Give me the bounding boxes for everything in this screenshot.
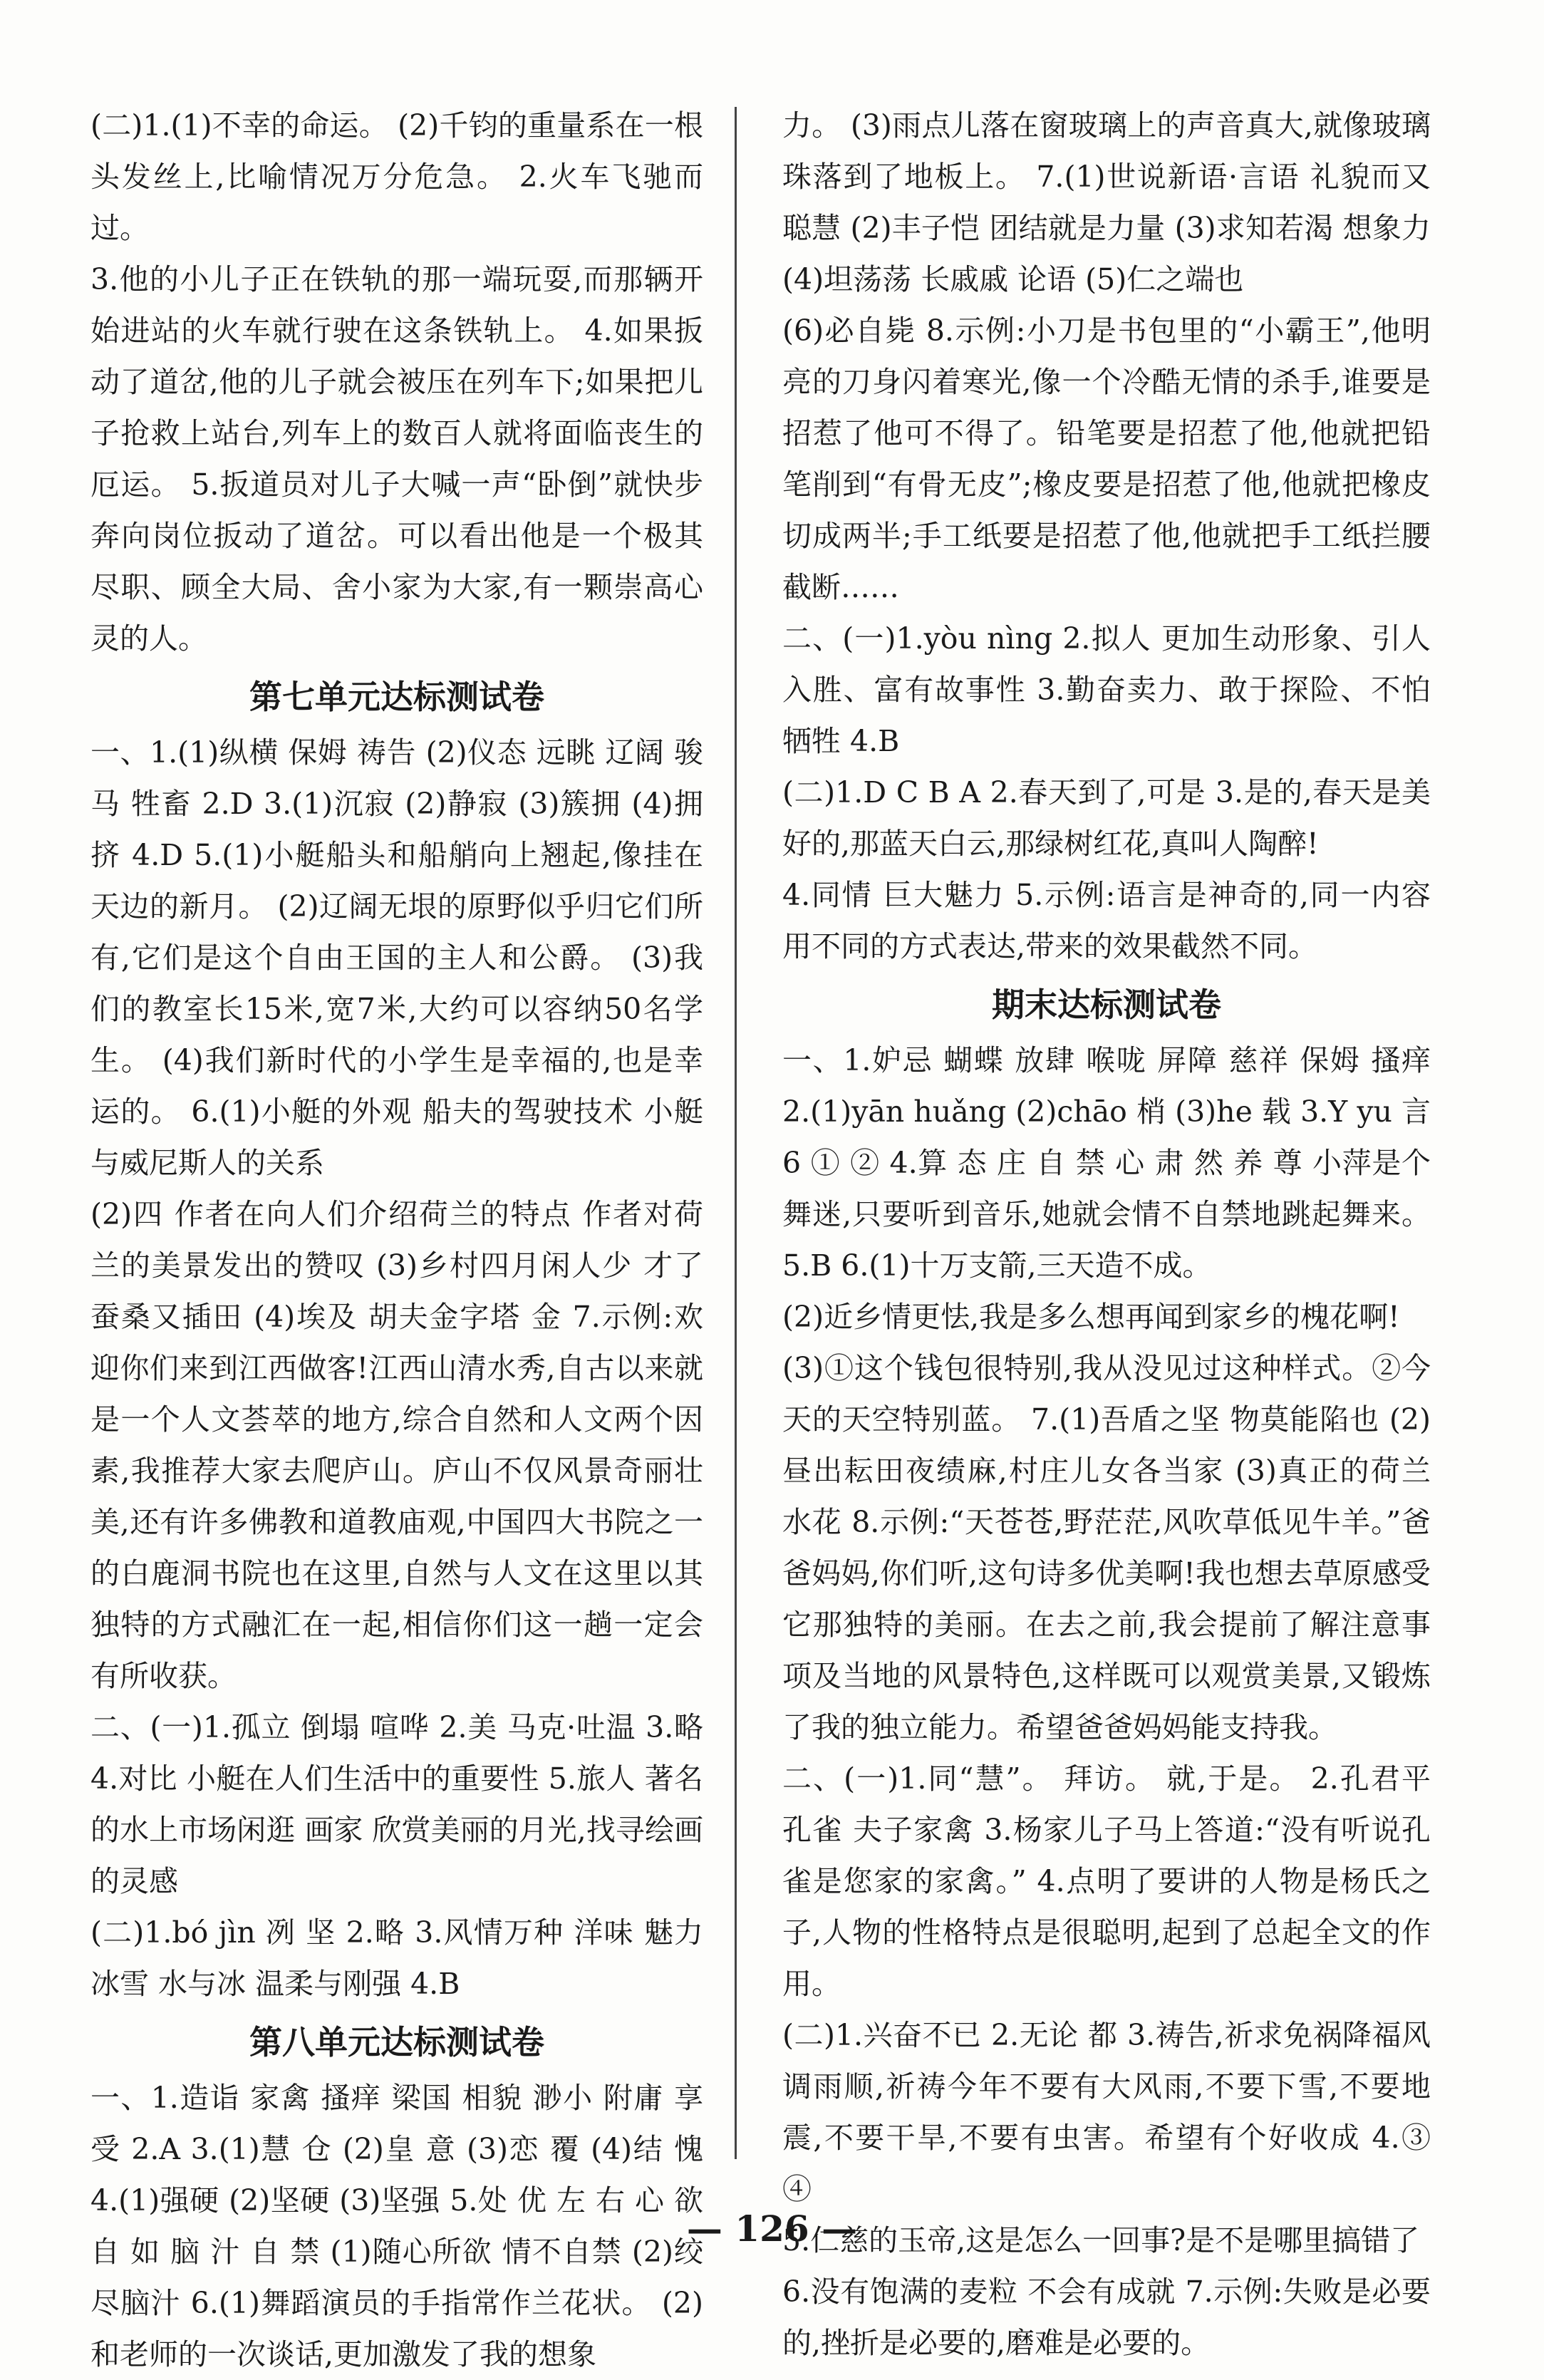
answer-paragraph: (2)近乡情更怯,我是多么想再闻到家乡的槐花啊! — [782, 1300, 1400, 1334]
answer-paragraph: 一、1.妒忌 蝴蝶 放肆 喉咙 屏障 慈祥 保姆 搔痒 2.(1)yān huǎng (2)chāo 梢 (3)he 载 3.Y yu 言 6 ① ② 4.算 态 庄 自 禁 心 肃 然 养 尊 小萍是个舞迷,只要听到音乐,她就会情不自禁地跳起舞来。 5.B 6.(1)十万支箭,三天造不成。 — [782, 1043, 1431, 1283]
answer-paragraph: 一、1.(1)纵横 保姆 祷告 (2)仪态 远眺 辽阔 骏马 牲畜 2.D 3.(1)沉寂 (2)静寂 (3)簇拥 (4)拥挤 4.D 5.(1)小艇船头和船艄向上翘起,像挂在天边的新月。 (2)辽阔无垠的原野似乎归它们所有,它们是这个自由王国的主人和公爵。 (3)我们的教室长15米,宽7米,大约可以容纳50名学生。 (4)我们新时代的小学生是幸福的,也是幸运的。 6.(1)小艇的外观 船夫的驾驶技术 小艇与威尼斯人的关系 — [90, 735, 703, 1180]
answer-paragraph: (3)①这个钱包很特别,我从没见过这种样式。②今天的天空特别蓝。 7.(1)吾盾之坚 物莫能陷也 (2)昼出耘田夜绩麻,村庄儿女各当家 (3)真正的荷兰 水花 8.示例:“天苍苍,野茫茫,风吹草低见牛羊。”爸爸妈妈,你们听,这句诗多优美啊!我也想去草原感受它那独特的美丽。在去之前,我会提前了解注意事项及当地的风景特色,这样既可以观赏美景,又锻炼了我的独立能力。希望爸爸妈妈能支持我。 — [782, 1351, 1431, 1744]
answer-paragraph: 力。 (3)雨点儿落在窗玻璃上的声音真大,就像玻璃珠落到了地板上。 7.(1)世说新语·言语 礼貌而又聪慧 (2)丰子恺 团结就是力量 (3)求知若渴 想象力 (4)坦荡荡 长戚戚 论语 (5)仁之端也 — [782, 108, 1431, 296]
unit7-title: 第七单元达标测试卷 — [249, 678, 544, 716]
answer-paragraph: 二、(一)1.同“慧”。 拜访。 就,于是。 2.孔君平 孔雀 夫子家禽 3.杨家儿子马上答道:“没有听说孔雀是您家的家禽。” 4.点明了要讲的人物是杨氏之子,人物的性格特点是很聪明,起到了总起全文的作用。 — [782, 1761, 1431, 2001]
answer-paragraph: (2)四 作者在向人们介绍荷兰的特点 作者对荷兰的美景发出的赞叹 (3)乡村四月闲人少 才了蚕桑又插田 (4)埃及 胡夫金字塔 金 7.示例:欢迎你们来到江西做客!江西山清水秀,自古以来就是一个人文荟萃的地方,综合自然和人文两个因素,我推荐大家去爬庐山。庐山不仅风景奇丽壮美,还有许多佛教和道教庙观,中国四大书院之一的白鹿洞书院也在这里,自然与人文在这里以其独特的方式融汇在一起,相信你们这一趟一定会有所收获。 — [90, 1197, 703, 1693]
answer-paragraph: (二)1.(1)不幸的命运。 (2)千钧的重量系在一根头发丝上,比喻情况万分危急。 2.火车飞驰而过。 — [90, 108, 703, 245]
answer-paragraph: (6)必自毙 8.示例:小刀是书包里的“小霸王”,他明亮的刀身闪着寒光,像一个冷酷无情的杀手,谁要是招惹了他可不得了。铅笔要是招惹了他,他就把铅笔削到“有骨无皮”;橡皮要是招惹了他,他就把橡皮切成两半;手工纸要是招惹了他,他就把手工纸拦腰截断…… — [782, 314, 1431, 604]
final-exam-title: 期末达标测试卷 — [992, 985, 1221, 1024]
answer-paragraph: (二)1.D C B A 2.春天到了,可是 3.是的,春天是美好的,那蓝天白云,那绿树红花,真叫人陶醉! — [782, 775, 1431, 861]
column-divider — [735, 107, 737, 2159]
answer-paragraph: (二)1.bó jìn 冽 坚 2.略 3.风情万种 洋味 魅力 冰雪 水与冰 温柔与刚强 4.B — [90, 1915, 703, 2001]
right-column — [782, 100, 1431, 2369]
page-number: — 126 — — [686, 2208, 858, 2250]
answer-paragraph: 二、(一)1.yòu nìng 2.拟人 更加生动形象、引人入胜、富有故事性 3.勤奋卖力、敢于探险、不怕牺牲 4.B — [782, 621, 1431, 758]
answer-paragraph: 4.同情 巨大魅力 5.示例:语言是神奇的,同一内容用不同的方式表达,带来的效果截然不同。 — [782, 878, 1431, 963]
left-column — [90, 100, 703, 2380]
answer-paragraph: 一、1.造诣 家禽 搔痒 梁国 相貌 渺小 附庸 享受 2.A 3.(1)慧 仓 (2)皇 意 (3)恋 覆 (4)结 愧 4.(1)强硬 (2)坚硬 (3)坚强 5.处 优 左 右 心 欲 自 如 脑 汁 自 禁 (1)随心所欲 情不自禁 (2)绞尽脑汁 6.(1)舞蹈演员的手指常作兰花状。 (2)和老师的一次谈话,更加激发了我的想象 — [90, 2081, 703, 2371]
answer-paragraph: 6.没有饱满的麦粒 不会有成就 7.示例:失败是必要的,挫折是必要的,磨难是必要的。 — [782, 2275, 1431, 2360]
answer-paragraph: (二)1.兴奋不已 2.无论 都 3.祷告,祈求免祸降福风调雨顺,祈祷今年不要有大风雨,不要下雪,不要地震,不要干旱,不要有虫害。希望有个好收成 4.③ ④ — [782, 2018, 1431, 2206]
unit8-title: 第八单元达标测试卷 — [249, 2023, 544, 2061]
answer-paragraph: 5.仁慈的玉帝,这是怎么一回事?是不是哪里搞错了 — [782, 2223, 1420, 2257]
answer-paragraph: 3.他的小儿子正在铁轨的那一端玩耍,而那辆开始进站的火车就行驶在这条铁轨上。 4.如果扳动了道岔,他的儿子就会被压在列车下;如果把儿子抢救上站台,列车上的数百人就将面临丧生的厄运。 5.扳道员对儿子大喊一声“卧倒”就快步奔向岗位扳动了道岔。可以看出他是一个极其尽职、顾全大局、舍小家为大家,有一颗崇高心灵的人。 — [90, 262, 703, 656]
answer-paragraph: 二、(一)1.孤立 倒塌 喧哗 2.美 马克·吐温 3.略 4.对比 小艇在人们生活中的重要性 5.旅人 著名的水上市场闲逛 画家 欣赏美丽的月光,找寻绘画的灵感 — [90, 1710, 703, 1898]
